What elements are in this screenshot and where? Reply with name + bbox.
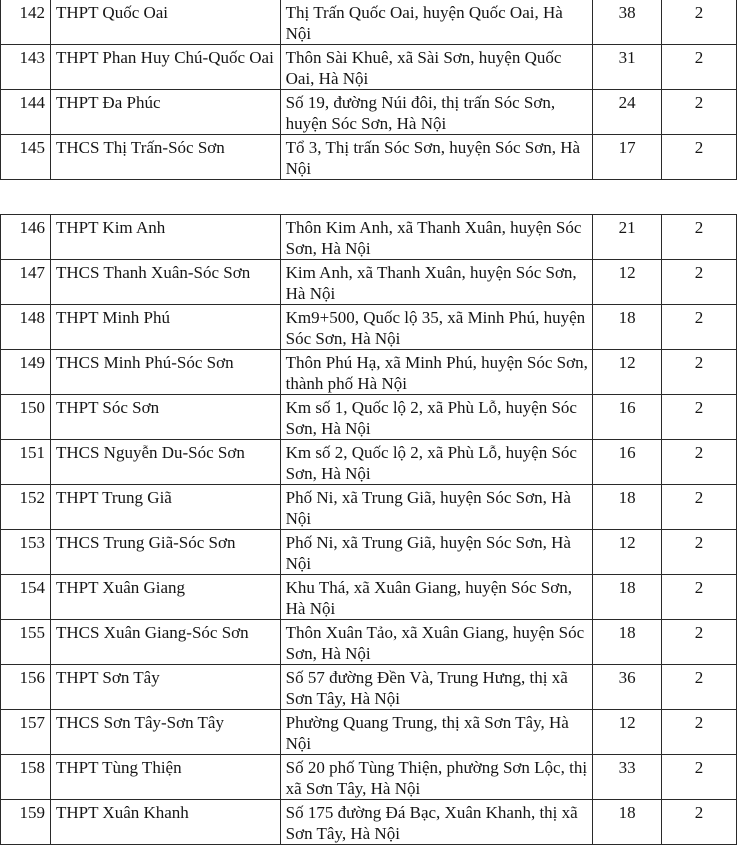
cell-school-name: THCS Trung Giã-Sóc Sơn bbox=[50, 530, 280, 575]
cell-school-name: THPT Minh Phú bbox=[50, 305, 280, 350]
cell-stt: 147 bbox=[1, 260, 51, 305]
cell-rooms: 2 bbox=[662, 800, 737, 845]
table-row bbox=[1, 440, 737, 485]
cell-stt: 158 bbox=[1, 755, 51, 800]
table-row bbox=[1, 90, 737, 135]
cell-count: 18 bbox=[593, 305, 662, 350]
cell-stt: 149 bbox=[1, 350, 51, 395]
cell-stt: 144 bbox=[1, 90, 51, 135]
cell-stt: 148 bbox=[1, 305, 51, 350]
table-row bbox=[1, 395, 737, 440]
cell-count: 38 bbox=[593, 0, 662, 45]
table-body-part-1 bbox=[1, 0, 737, 180]
table-row bbox=[1, 800, 737, 845]
cell-school-name: THPT Sóc Sơn bbox=[50, 395, 280, 440]
cell-count: 21 bbox=[593, 215, 662, 260]
cell-address: Thôn Xuân Tảo, xã Xuân Giang, huyện Sóc Sơn, Hà Nội bbox=[280, 620, 593, 665]
table-body-part-2 bbox=[1, 215, 737, 845]
cell-school-name: THCS Nguyễn Du-Sóc Sơn bbox=[50, 440, 280, 485]
cell-school-name: THCS Minh Phú-Sóc Sơn bbox=[50, 350, 280, 395]
cell-count: 12 bbox=[593, 350, 662, 395]
cell-address: Kim Anh, xã Thanh Xuân, huyện Sóc Sơn, Hà Nội bbox=[280, 260, 593, 305]
cell-school-name: THPT Sơn Tây bbox=[50, 665, 280, 710]
cell-stt: 146 bbox=[1, 215, 51, 260]
table-row bbox=[1, 575, 737, 620]
cell-rooms: 2 bbox=[662, 0, 737, 45]
cell-stt: 159 bbox=[1, 800, 51, 845]
cell-count: 33 bbox=[593, 755, 662, 800]
cell-rooms: 2 bbox=[662, 90, 737, 135]
cell-address: Km số 2, Quốc lộ 2, xã Phù Lỗ, huyện Sóc Sơn, Hà Nội bbox=[280, 440, 593, 485]
cell-address: Km9+500, Quốc lộ 35, xã Minh Phú, huyện Sóc Sơn, Hà Nội bbox=[280, 305, 593, 350]
cell-count: 12 bbox=[593, 710, 662, 755]
cell-school-name: THPT Kim Anh bbox=[50, 215, 280, 260]
cell-count: 16 bbox=[593, 395, 662, 440]
cell-rooms: 2 bbox=[662, 260, 737, 305]
table-row bbox=[1, 665, 737, 710]
cell-address: Thị Trấn Quốc Oai, huyện Quốc Oai, Hà Nội bbox=[280, 0, 593, 45]
cell-rooms: 2 bbox=[662, 440, 737, 485]
cell-count: 12 bbox=[593, 260, 662, 305]
cell-school-name: THPT Xuân Giang bbox=[50, 575, 280, 620]
cell-stt: 142 bbox=[1, 0, 51, 45]
school-table-part-2 bbox=[0, 214, 737, 845]
cell-rooms: 2 bbox=[662, 305, 737, 350]
cell-address: Số 57 đường Đền Và, Trung Hưng, thị xã Sơn Tây, Hà Nội bbox=[280, 665, 593, 710]
cell-rooms: 2 bbox=[662, 620, 737, 665]
cell-school-name: THCS Sơn Tây-Sơn Tây bbox=[50, 710, 280, 755]
cell-rooms: 2 bbox=[662, 45, 737, 90]
cell-count: 18 bbox=[593, 575, 662, 620]
table-row bbox=[1, 620, 737, 665]
cell-stt: 145 bbox=[1, 135, 51, 180]
cell-stt: 143 bbox=[1, 45, 51, 90]
cell-school-name: THCS Xuân Giang-Sóc Sơn bbox=[50, 620, 280, 665]
cell-rooms: 2 bbox=[662, 135, 737, 180]
table-row bbox=[1, 0, 737, 45]
table-row bbox=[1, 135, 737, 180]
cell-address: Số 19, đường Núi đôi, thị trấn Sóc Sơn, huyện Sóc Sơn, Hà Nội bbox=[280, 90, 593, 135]
cell-school-name: THCS Thị Trấn-Sóc Sơn bbox=[50, 135, 280, 180]
table-row bbox=[1, 530, 737, 575]
cell-count: 16 bbox=[593, 440, 662, 485]
table-row bbox=[1, 305, 737, 350]
table-row bbox=[1, 260, 737, 305]
cell-school-name: THPT Xuân Khanh bbox=[50, 800, 280, 845]
table-row bbox=[1, 45, 737, 90]
table-row bbox=[1, 755, 737, 800]
cell-school-name: THPT Đa Phúc bbox=[50, 90, 280, 135]
cell-count: 31 bbox=[593, 45, 662, 90]
cell-rooms: 2 bbox=[662, 215, 737, 260]
table-row bbox=[1, 485, 737, 530]
cell-count: 24 bbox=[593, 90, 662, 135]
cell-rooms: 2 bbox=[662, 530, 737, 575]
cell-stt: 153 bbox=[1, 530, 51, 575]
cell-school-name: THPT Trung Giã bbox=[50, 485, 280, 530]
cell-count: 12 bbox=[593, 530, 662, 575]
cell-rooms: 2 bbox=[662, 710, 737, 755]
cell-count: 36 bbox=[593, 665, 662, 710]
cell-school-name: THPT Phan Huy Chú-Quốc Oai bbox=[50, 45, 280, 90]
cell-address: Thôn Sài Khuê, xã Sài Sơn, huyện Quốc Oai, Hà Nội bbox=[280, 45, 593, 90]
cell-stt: 151 bbox=[1, 440, 51, 485]
cell-school-name: THPT Tùng Thiện bbox=[50, 755, 280, 800]
cell-school-name: THPT Quốc Oai bbox=[50, 0, 280, 45]
cell-stt: 156 bbox=[1, 665, 51, 710]
cell-rooms: 2 bbox=[662, 485, 737, 530]
cell-stt: 150 bbox=[1, 395, 51, 440]
page-break-gap bbox=[0, 183, 737, 214]
table-row bbox=[1, 350, 737, 395]
cell-address: Phố Ni, xã Trung Giã, huyện Sóc Sơn, Hà Nội bbox=[280, 485, 593, 530]
cell-address: Thôn Kim Anh, xã Thanh Xuân, huyện Sóc Sơn, Hà Nội bbox=[280, 215, 593, 260]
cell-address: Phố Ni, xã Trung Giã, huyện Sóc Sơn, Hà Nội bbox=[280, 530, 593, 575]
cell-rooms: 2 bbox=[662, 755, 737, 800]
cell-stt: 157 bbox=[1, 710, 51, 755]
cell-school-name: THCS Thanh Xuân-Sóc Sơn bbox=[50, 260, 280, 305]
school-table-part-1 bbox=[0, 0, 737, 180]
cell-stt: 155 bbox=[1, 620, 51, 665]
cell-count: 18 bbox=[593, 485, 662, 530]
cell-rooms: 2 bbox=[662, 665, 737, 710]
cell-address: Số 175 đường Đá Bạc, Xuân Khanh, thị xã Sơn Tây, Hà Nội bbox=[280, 800, 593, 845]
cell-stt: 154 bbox=[1, 575, 51, 620]
cell-stt: 152 bbox=[1, 485, 51, 530]
cell-count: 18 bbox=[593, 800, 662, 845]
cell-count: 17 bbox=[593, 135, 662, 180]
cell-count: 18 bbox=[593, 620, 662, 665]
cell-address: Km số 1, Quốc lộ 2, xã Phù Lỗ, huyện Sóc Sơn, Hà Nội bbox=[280, 395, 593, 440]
cell-address: Khu Thá, xã Xuân Giang, huyện Sóc Sơn, Hà Nội bbox=[280, 575, 593, 620]
cell-address: Thôn Phú Hạ, xã Minh Phú, huyện Sóc Sơn, thành phố Hà Nội bbox=[280, 350, 593, 395]
table-row bbox=[1, 215, 737, 260]
cell-address: Phường Quang Trung, thị xã Sơn Tây, Hà Nội bbox=[280, 710, 593, 755]
cell-address: Số 20 phố Tùng Thiện, phường Sơn Lộc, thị xã Sơn Tây, Hà Nội bbox=[280, 755, 593, 800]
cell-rooms: 2 bbox=[662, 395, 737, 440]
cell-rooms: 2 bbox=[662, 575, 737, 620]
cell-rooms: 2 bbox=[662, 350, 737, 395]
cell-address: Tổ 3, Thị trấn Sóc Sơn, huyện Sóc Sơn, Hà Nội bbox=[280, 135, 593, 180]
table-row bbox=[1, 710, 737, 755]
